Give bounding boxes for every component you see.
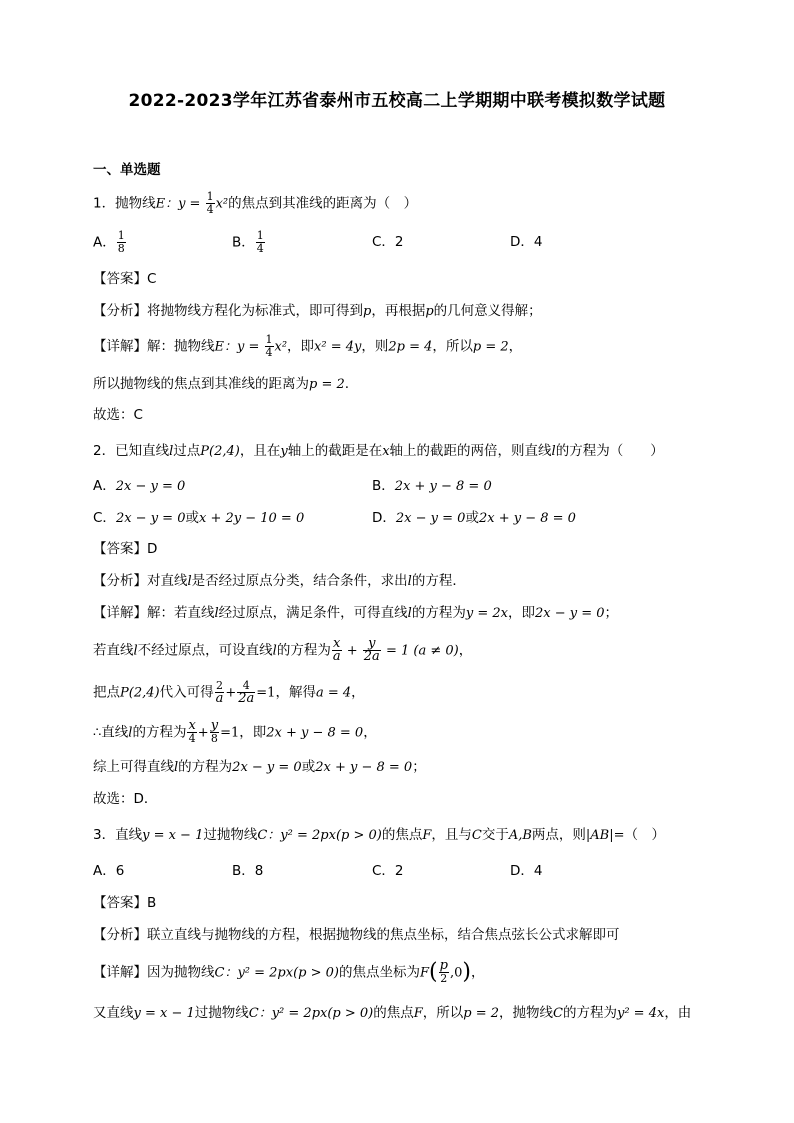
text: 的焦点到其准线的距离为（ ） xyxy=(228,195,418,212)
question-3-analysis: 【分析】联立直线与抛物线的方程，根据抛物线的焦点坐标，结合焦点弦长公式求解即可 xyxy=(93,927,620,943)
question-2-stem: 2．已知直线l过点P(2,4)，且在y轴上的截距是在x轴上的截距的两倍，则直线l的方程为（ ） xyxy=(93,443,664,459)
question-3-option-b: B．8 xyxy=(232,863,264,879)
question-1-stem xyxy=(93,191,417,216)
question-3-option-a: A．6 xyxy=(93,863,125,879)
question-3-detail-line-2: 又直线y = x − 1过抛物线C：y² = 2px(p > 0)的焦点F，所以p = 2，抛物线C的方程为y² = 4x，由 xyxy=(93,1005,692,1021)
question-1-option-b: B． $\frac{1}{4}$ xyxy=(232,229,264,255)
question-3-stem: 3．直线y = x − 1过抛物线C：y² = 2px(p > 0)的焦点F，且与C交于A,B两点，则|AB|=（ ） xyxy=(93,827,665,843)
question-1-answer: 【答案】C xyxy=(93,271,157,287)
question-1-analysis: 【分析】将抛物线方程化为标准式，即可得到p，再根据p的几何意义得解； xyxy=(93,303,542,319)
question-2-analysis: 【分析】对直线l是否经过原点分类，结合条件，求出l的方程． xyxy=(93,573,466,589)
page-title: 2022-2023学年江苏省泰州市五校高二上学期期中联考模拟数学试题 xyxy=(128,91,666,111)
question-2-detail-line-3: 把点P(2,4)代入可得 $\frac{2}{a}$ + $\frac{4}{2a}$ =1，解得a = 4， xyxy=(93,679,365,706)
fraction: $\frac{1}{4}$ xyxy=(206,190,214,216)
text: 1．抛物线 xyxy=(93,195,156,212)
question-1-conclusion: 所以抛物线的焦点到其准线的距离为p = 2. xyxy=(93,376,350,392)
question-1-choose: 故选：C xyxy=(93,407,143,423)
question-1-option-c: C．2 xyxy=(372,234,404,250)
question-2-choose: 故选：D． xyxy=(93,791,158,807)
math: E：y = xyxy=(155,196,205,212)
question-2-option-b: B．2x + y − 8 = 0 xyxy=(372,478,492,494)
question-3-option-d: D．4 xyxy=(510,863,543,879)
question-2-option-d: D．2x − y = 0或2x + y − 8 = 0 xyxy=(372,510,576,526)
math: x² xyxy=(215,196,229,212)
question-1-option-a: A． $\frac{1}{8}$ xyxy=(93,229,125,255)
question-2-answer: 【答案】D xyxy=(93,541,158,557)
question-2-option-a: A．2x − y = 0 xyxy=(93,478,186,494)
question-3-option-c: C．2 xyxy=(372,863,404,879)
question-2-detail-line-4: ∴直线l的方程为 $\frac{x}{4}$ + $\frac{y}{8}$ =1，即2x + y − 8 = 0， xyxy=(93,718,377,745)
question-1-detail: 【详解】解：抛物线E：y = $\frac{1}{4}$ x²，即x² = 4y，则2p = 4，所以p = 2， xyxy=(93,333,523,359)
question-3-detail: 【详解】因为抛物线C：y² = 2px(p > 0)的焦点坐标为F( $\frac{p}{2}$ ,0)， xyxy=(93,958,485,985)
question-3-answer: 【答案】B xyxy=(93,895,157,911)
question-1-option-d: D．4 xyxy=(510,234,543,250)
section-heading: 一、单选题 xyxy=(93,162,161,178)
question-2-option-c: C．2x − y = 0或x + 2y − 10 = 0 xyxy=(93,510,305,526)
question-2-detail-line-2: 若直线l不经过原点，可设直线l的方程为 $\frac{x}{a}$ + $\frac{y}{2a}$ = 1 (a ≠ 0)， xyxy=(93,636,473,664)
question-2-detail: 【详解】解：若直线l经过原点，满足条件，可得直线l的方程为y = 2x，即2x − y = 0； xyxy=(93,605,618,621)
question-2-summary: 综上可得直线l的方程为2x − y = 0或2x + y − 8 = 0； xyxy=(93,759,426,775)
